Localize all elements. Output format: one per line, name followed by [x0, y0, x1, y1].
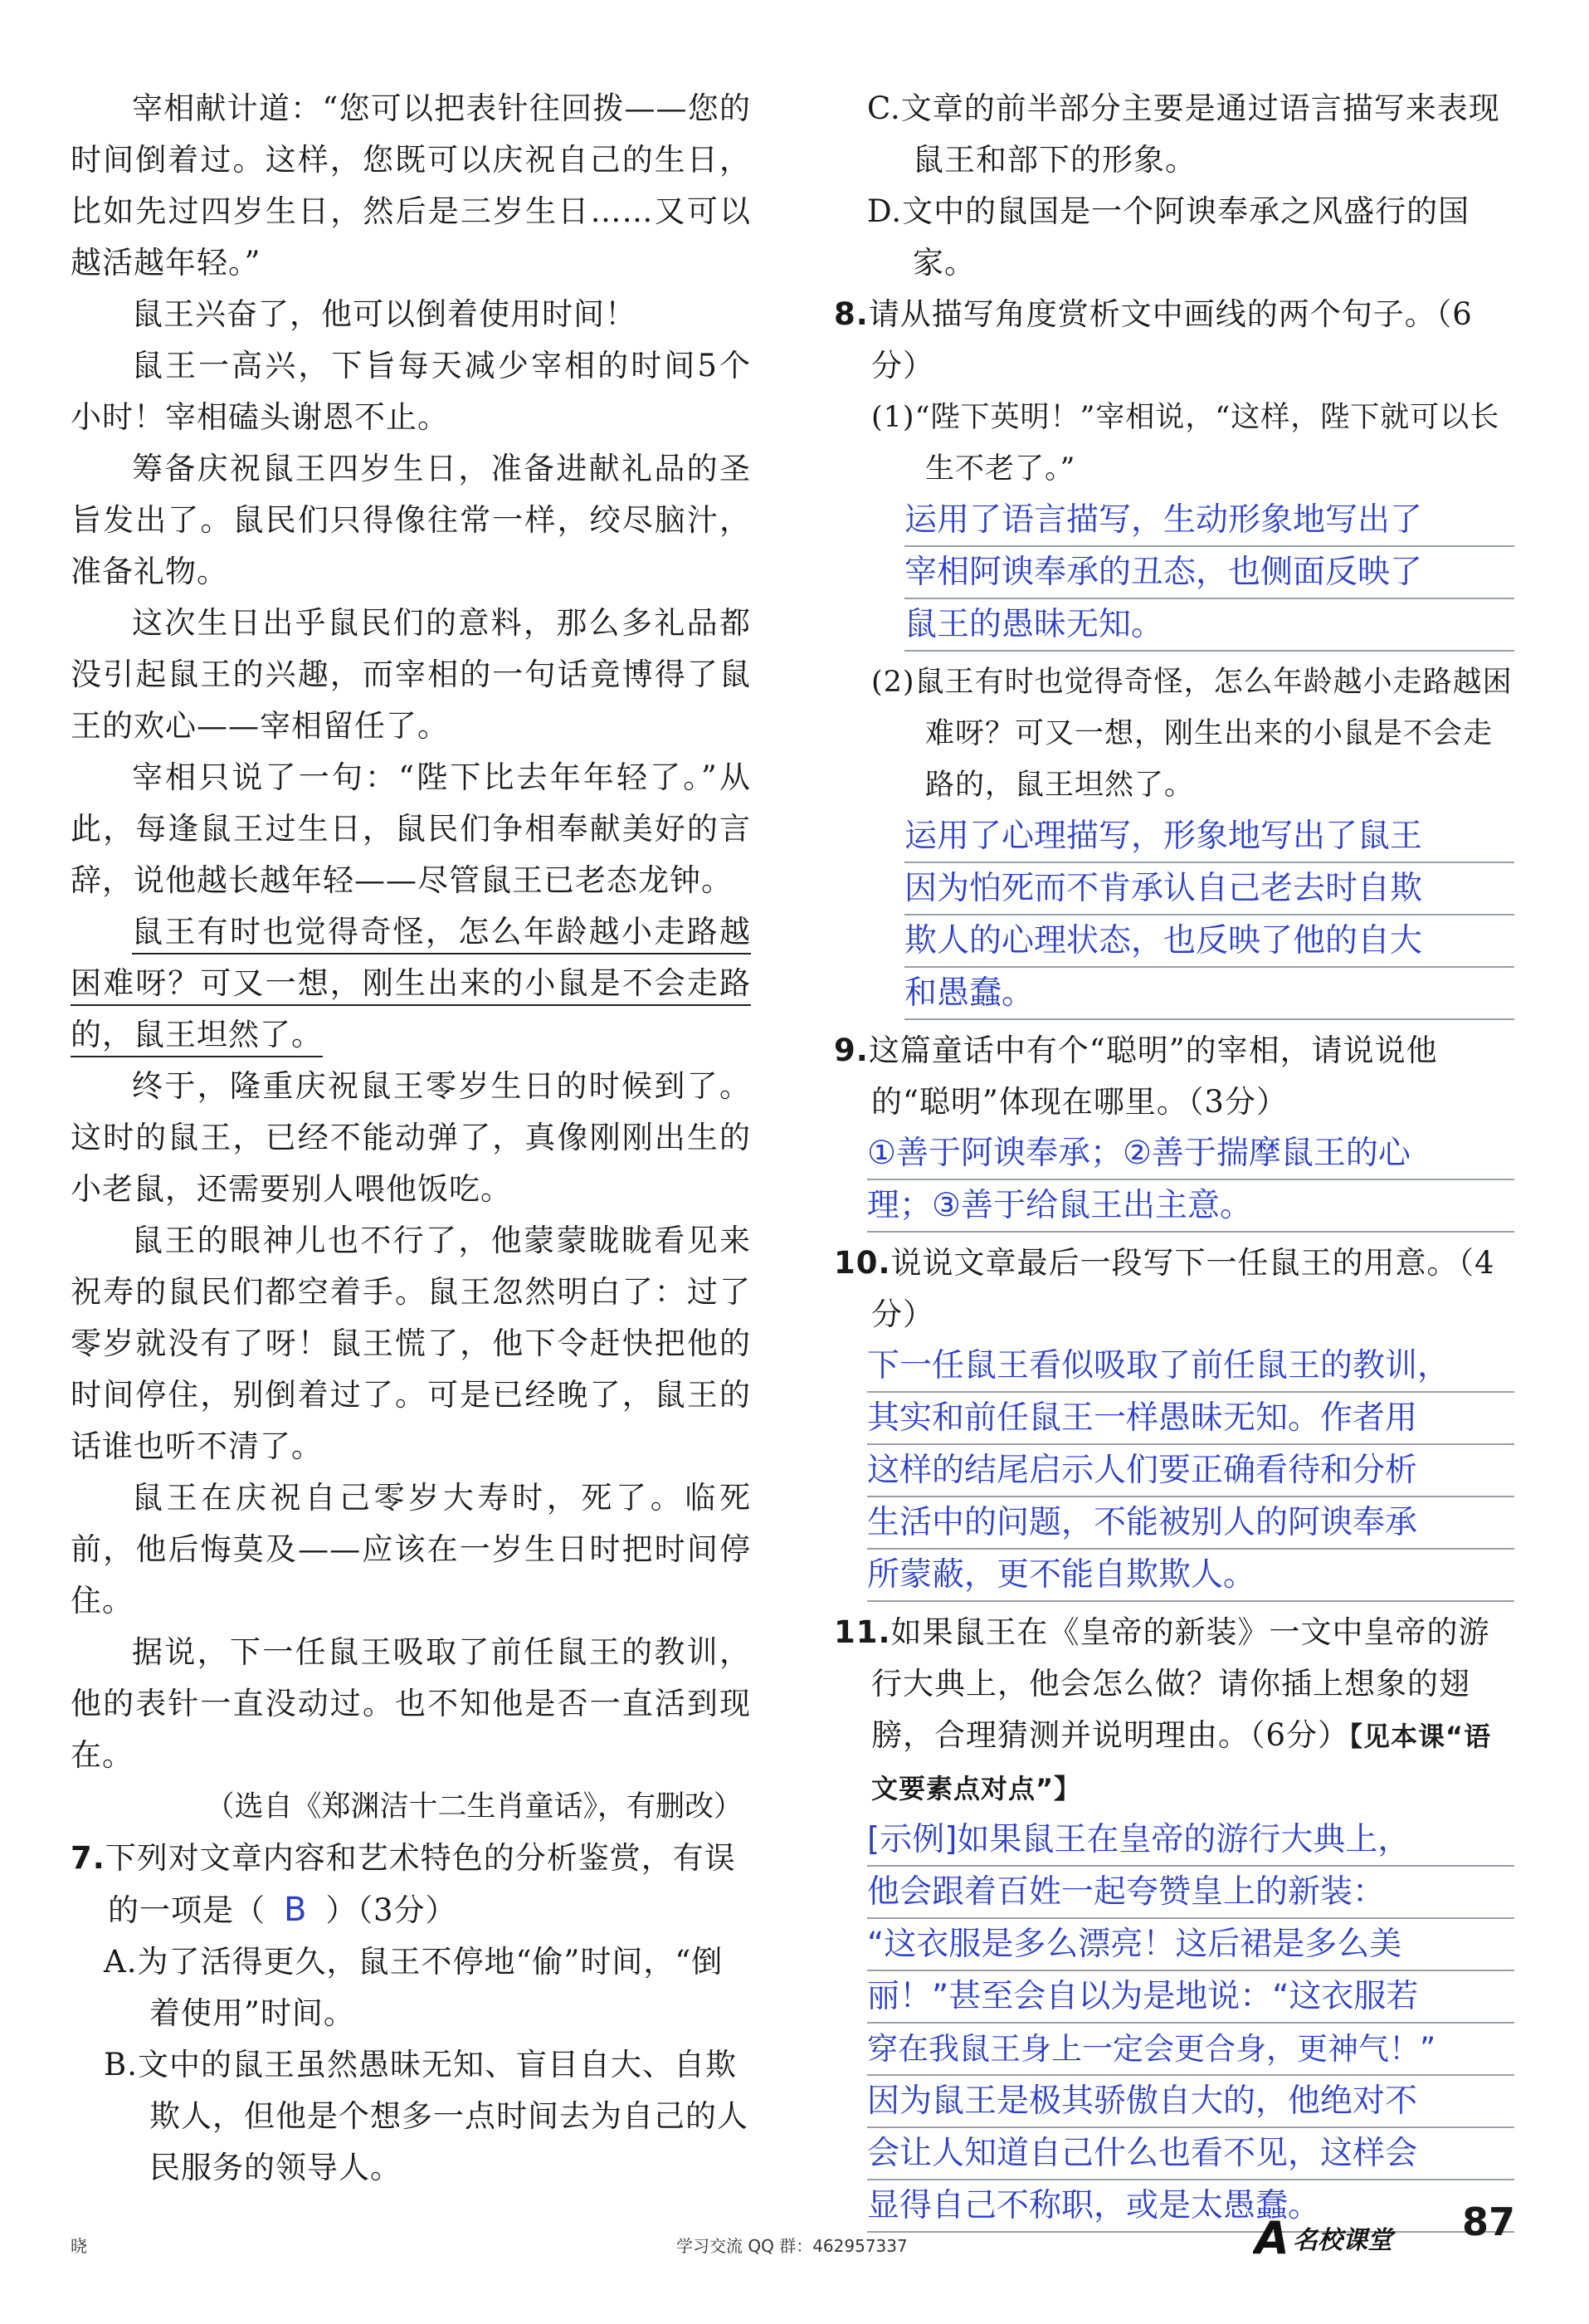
sub-question-1 — [834, 392, 1514, 495]
story-paragraph: 鼠王的眼神儿也不行了，他蒙蒙眬眬看见来祝寿的鼠民们都空着手。鼠王忽然明白了：过了零岁就没有了呀！鼠王慌了，他下令赶快把他的时间停住，别倒着过了。可是已经晚了，鼠王的话谁也听不清了。 — [71, 1223, 751, 1464]
answer-line: 理；③善于给鼠王出主意。 — [867, 1180, 1514, 1233]
underlined-paragraph — [71, 906, 751, 1061]
right-column — [834, 83, 1514, 2233]
answer-line: 其实和前任鼠王一样愚昧无知。作者用 — [867, 1393, 1514, 1445]
story-paragraph: 宰相只说了一句：“陛下比去年年轻了。”从此，每逢鼠王过生日，鼠民们争相奉献美好的言辞，说他越长越年轻——尽管鼠王已老态龙钟。 — [71, 759, 751, 898]
story-paragraph: 终于，隆重庆祝鼠王零岁生日的时候到了。这时的鼠王，已经不能动弹了，真像刚刚出生的小老鼠，还需要别人喂他饭吃。 — [71, 1068, 751, 1207]
question-7 — [71, 1833, 751, 1936]
answer-8-1 — [904, 495, 1514, 652]
option-label: C. — [867, 90, 901, 126]
answer-line: 下一任鼠王看似吸取了前任鼠王的教训， — [867, 1340, 1514, 1393]
answer-line: 欺人的心理状态，也反映了他的自大 — [904, 915, 1514, 968]
option-label: B. — [104, 2047, 138, 2082]
answer-line: 会让人知道自己什么也看不见，这样会 — [867, 2128, 1514, 2180]
question-number: 7. — [71, 1840, 105, 1876]
left-column — [71, 83, 751, 2194]
question-11 — [834, 1607, 1514, 1814]
answer-line: 宰相阿谀奉承的丑态，也侧面反映了 — [904, 547, 1514, 599]
answer-line: [示例]如果鼠王在皇帝的游行大典上， — [867, 1814, 1514, 1867]
sub-label: (1) — [871, 401, 915, 434]
option-text: 文中的鼠王虽然愚昧无知、盲目自大、自欺欺人，但他是个想多一点时间去为自己的人民服务的领导人。 — [137, 2047, 748, 2185]
page-number: 87 — [1462, 2200, 1516, 2244]
answer-8-2 — [904, 811, 1514, 1020]
sub-text: “陛下英明！”宰相说，“这样，陛下就可以长生不老了。” — [914, 401, 1500, 486]
question-9 — [834, 1025, 1514, 1128]
answer-line: 鼠王的愚昧无知。 — [904, 599, 1514, 652]
option-label: D. — [867, 193, 903, 229]
answer-line: 运用了心理描写，形象地写出了鼠王 — [904, 811, 1514, 863]
option-c — [834, 83, 1514, 186]
story-paragraph: 据说，下一任鼠王吸取了前任鼠王的教训，他的表针一直没动过。也不知他是否一直活到现在。 — [71, 1634, 751, 1773]
answer-line: 这样的结尾启示人们要正确看待和分析 — [867, 1445, 1514, 1497]
answer-line: 因为怕死而不肯承认自己老去时自欺 — [904, 863, 1514, 915]
question-10 — [834, 1238, 1514, 1340]
option-text: 为了活得更久，鼠王不停地“偷”时间，“倒着使用”时间。 — [137, 1944, 724, 2031]
question-text: 下列对文章内容和艺术特色的分析鉴赏，有误的一项是（ — [105, 1840, 736, 1928]
story-paragraph: 鼠王一高兴，下旨每天减少宰相的时间5个小时！宰相磕头谢恩不止。 — [71, 348, 751, 435]
footer-left-mark: 晓 — [71, 2236, 87, 2256]
sub-text: 鼠王有时也觉得奇怪，怎么年龄越小走路越困难呀？可又一想，刚生出来的小鼠是不会走路的，鼠王坦然了。 — [914, 666, 1513, 802]
footer-qq-group: 学习交流 QQ 群：462957337 — [676, 2236, 908, 2256]
question-8 — [834, 289, 1514, 392]
option-b — [71, 2039, 751, 2194]
question-number: 11. — [834, 1614, 891, 1650]
question-text: 如果鼠王在《皇帝的新装》一文中皇帝的游行大典上，他会怎么做？请你插上想象的翅膀，合理猜测并说明理由。（6分） — [871, 1614, 1490, 1753]
option-text: 文章的前半部分主要是通过语言描写来表现鼠王和部下的形象。 — [900, 90, 1500, 178]
answer-line: 和愚蠢。 — [904, 968, 1514, 1020]
option-a — [71, 1936, 751, 2039]
sub-label: (2) — [871, 666, 915, 699]
story-paragraph: 宰相献计道：“您可以把表针往回拨——您的时间倒着过。这样，您既可以庆祝自己的生日，比如先过四岁生日，然后是三岁生日……又可以越活越年轻。” — [71, 90, 751, 281]
answer-line: “这衣服是多么漂亮！这后裙是多么美 — [867, 1919, 1514, 1971]
question-text: 这篇童话中有个“聪明”的宰相，请说说他的“聪明”体现在哪里。（3分） — [868, 1033, 1438, 1120]
question-text: 说说文章最后一段写下一任鼠王的用意。（4分） — [871, 1245, 1495, 1332]
svg-text:A: A — [1255, 2212, 1289, 2260]
option-d — [834, 186, 1514, 289]
answer-line: 所蒙蔽，更不能自欺欺人。 — [867, 1550, 1514, 1602]
question-text: 请从描写角度赏析文中画线的两个句子。（6分） — [868, 296, 1473, 383]
answer-line: 因为鼠王是极其骄傲自大的，他绝对不 — [867, 2076, 1514, 2128]
answer-line: 运用了语言描写，生动形象地写出了 — [904, 495, 1514, 547]
story-paragraph: 鼠王兴奋了，他可以倒着使用时间！ — [132, 296, 636, 332]
story-paragraph: 鼠王在庆祝自己零岁大寿时，死了。临死前，他后悔莫及——应该在一岁生日时把时间停住。 — [71, 1480, 751, 1618]
logo-text: 名校课堂 — [1293, 2226, 1392, 2255]
answer-line: 他会跟着百姓一起夸赞皇上的新装： — [867, 1867, 1514, 1919]
answer-line: 生活中的问题，不能被别人的阿谀奉承 — [867, 1497, 1514, 1550]
answer-line: ①善于阿谀奉承；②善于揣摩鼠王的心 — [867, 1128, 1514, 1180]
question-number: 10. — [834, 1245, 891, 1281]
publisher-logo — [1253, 2212, 1452, 2260]
answer-11 — [867, 1814, 1514, 2233]
story-paragraph: 筹备庆祝鼠王四岁生日，准备进献礼品的圣旨发出了。鼠民们只得像往常一样，绞尽脑汁，准备礼物。 — [71, 451, 751, 589]
sub-question-2 — [834, 657, 1514, 811]
answer-10 — [867, 1340, 1514, 1602]
question-score: ）（3分） — [325, 1892, 457, 1928]
source-citation: （选自《郑渊洁十二生肖童话》，有删改） — [205, 1790, 743, 1824]
question-note: 【见本课“语文要素点对点”】 — [871, 1721, 1492, 1804]
question-number: 8. — [834, 296, 869, 332]
underlined-sentence: 鼠王有时也觉得奇怪，怎么年龄越小走路越困难呀？可又一想，刚生出来的小鼠是不会走路的，鼠王坦然了。 — [71, 914, 751, 1057]
answer-line: 显得自己不称职，或是太愚蠢。 — [867, 2180, 1514, 2233]
option-label: A. — [104, 1944, 138, 1980]
question-number: 9. — [834, 1033, 869, 1068]
option-text: 文中的鼠国是一个阿谀奉承之风盛行的国家。 — [902, 193, 1470, 281]
choice-answer: B — [284, 1891, 308, 1929]
answer-line: 穿在我鼠王身上一定会更合身，更神气！” — [867, 2024, 1514, 2076]
answer-9 — [867, 1128, 1514, 1233]
story-paragraph: 这次生日出乎鼠民们的意料，那么多礼品都没引起鼠王的兴趣，而宰相的一句话竟博得了鼠王的欢心——宰相留任了。 — [71, 605, 751, 744]
answer-line: 丽！”甚至会自以为是地说：“这衣服若 — [867, 1971, 1514, 2024]
